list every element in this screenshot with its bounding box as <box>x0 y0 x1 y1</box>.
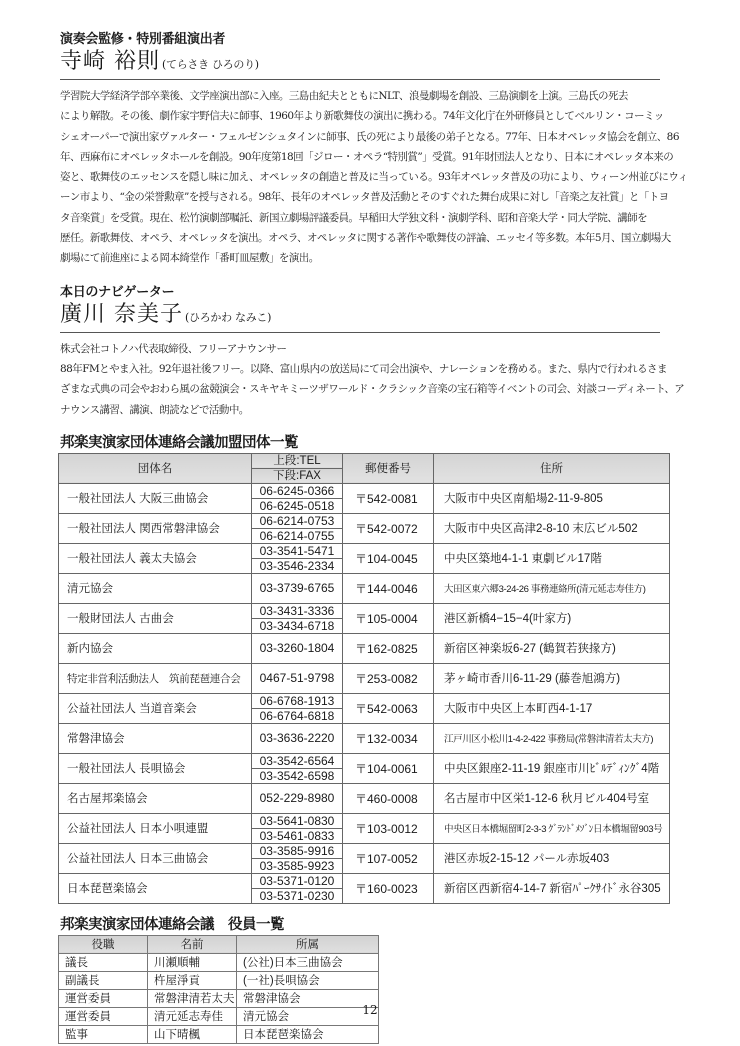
header-affiliation: 所属 <box>237 935 379 953</box>
officer-position: 議長 <box>59 953 148 971</box>
officer-affiliation: (一社)長唄協会 <box>237 971 379 989</box>
member-row <box>59 663 670 693</box>
member-row <box>59 543 670 558</box>
profile-terasaki <box>60 32 688 269</box>
member-address: 名古屋市中区栄1-12-6 秋月ビル404号室 <box>434 783 670 813</box>
member-zip: 〒542-0081 <box>343 483 434 513</box>
member-row <box>59 753 670 768</box>
member-address: 港区赤坂2-15-12 パール赤坂403 <box>434 843 670 873</box>
profile-role: 演奏会監修・特別番組演出者 <box>60 32 226 47</box>
profile-name-line <box>60 49 660 75</box>
officer-position: 運営委員 <box>59 1007 148 1025</box>
page-content <box>60 32 688 1044</box>
officers-table-title: 邦楽実演家団体連絡会議 役員一覧 <box>60 916 284 933</box>
member-org: 名古屋邦楽協会 <box>59 783 252 813</box>
officer-affiliation: 常磐津協会 <box>237 989 379 1007</box>
member-tel: 03-3431-3336 <box>252 603 343 618</box>
member-org: 公益社団法人 日本三曲協会 <box>59 843 252 873</box>
member-phone: 03-3260-1804 <box>252 633 343 663</box>
member-tel: 06-6214-0753 <box>252 513 343 528</box>
profile-name: 廣川 奈美子 <box>60 301 183 327</box>
member-address: 新宿区神楽坂6-27 (鶴賀若狭掾方) <box>434 633 670 663</box>
member-org: 常磐津協会 <box>59 723 252 753</box>
member-tel: 06-6245-0366 <box>252 483 343 498</box>
header-org: 団体名 <box>59 453 252 483</box>
member-row <box>59 813 670 828</box>
member-address: 大田区東六郷3-24-26 事務連絡所(清元延志寿佳方) <box>434 573 670 603</box>
officer-affiliation: (公社)日本三曲協会 <box>237 953 379 971</box>
profile-hirokawa <box>60 284 685 420</box>
profile-role: 本日のナビゲーター <box>60 284 175 300</box>
officer-row <box>59 971 379 989</box>
member-row <box>59 873 670 888</box>
member-fax: 03-5371-0230 <box>252 888 343 903</box>
member-row <box>59 633 670 663</box>
member-org: 一般財団法人 古曲会 <box>59 603 252 633</box>
page-number: 12 <box>362 1003 378 1017</box>
member-phone: 03-3636-2220 <box>252 723 343 753</box>
member-address: 中央区銀座2-11-19 銀座市川ﾋﾞﾙﾃﾞｨﾝｸﾞ4階 <box>434 753 670 783</box>
member-phone: 03-3739-6765 <box>252 573 343 603</box>
member-address: 中央区築地4-1-1 東劇ビル17階 <box>434 543 670 573</box>
officer-row <box>59 953 379 971</box>
member-tel: 03-3541-5471 <box>252 543 343 558</box>
member-org: 特定非営利活動法人 筑前琵琶連合会 <box>59 663 252 693</box>
member-org: 公益社団法人 当道音楽会 <box>59 693 252 723</box>
officer-name: 清元延志寿佳 <box>148 1007 237 1025</box>
member-zip: 〒460-0008 <box>343 783 434 813</box>
bio-line: 歴任。新歌舞伎、オペラ、オペレッタを演出。オペラ、オペレッタに関する著作や歌舞伎の評論、エッセイ等多数。本年5月、国立劇場大 <box>60 232 671 245</box>
header-fax: 下段:FAX <box>252 468 343 483</box>
member-address: 茅ヶ崎市香川6-11-29 (藤巻旭鴻方) <box>434 663 670 693</box>
officer-row <box>59 1025 379 1043</box>
member-org: 公益社団法人 日本小唄連盟 <box>59 813 252 843</box>
member-row <box>59 603 670 618</box>
profile-reading: (ひろかわ なみこ) <box>185 310 272 324</box>
member-zip: 〒105-0004 <box>343 603 434 633</box>
header-tel: 上段:TEL <box>252 453 343 468</box>
member-fax: 03-3546-2334 <box>252 558 343 573</box>
member-zip: 〒104-0061 <box>343 753 434 783</box>
member-zip: 〒107-0052 <box>343 843 434 873</box>
bio-line: ナウンス講習、講演、朗読などで活動中。 <box>60 403 249 416</box>
bio-line: 株式会社コトノハ代表取締役、フリーアナウンサー <box>60 342 287 355</box>
member-row <box>59 723 670 753</box>
bio-line: 劇場にて前進座による岡本綺堂作「番町皿屋敷」を演出。 <box>60 252 319 265</box>
header-position: 役職 <box>59 935 148 953</box>
officer-affiliation: 清元協会 <box>237 1007 379 1025</box>
header-address: 住所 <box>434 453 670 483</box>
member-fax: 03-5461-0833 <box>252 828 343 843</box>
officer-name: 杵屋淨貢 <box>148 971 237 989</box>
member-address: 大阪市中央区高津2-8-10 末広ビル502 <box>434 513 670 543</box>
member-zip: 〒253-0082 <box>343 663 434 693</box>
member-address: 中央区日本橋堀留町2-3-3 ｸﾞﾗﾝﾄﾞﾒｿﾞﾝ日本橋堀留903号 <box>434 813 670 843</box>
member-tel: 06-6768-1913 <box>252 693 343 708</box>
member-tel: 03-5371-0120 <box>252 873 343 888</box>
profile-reading: (てらさき ひろのり) <box>162 58 259 71</box>
header-name: 名前 <box>148 935 237 953</box>
officers-table <box>58 935 379 1044</box>
members-header-row <box>59 453 670 468</box>
officer-name: 常磐津清若太夫 <box>148 989 237 1007</box>
member-org: 清元協会 <box>59 573 252 603</box>
member-zip: 〒542-0063 <box>343 693 434 723</box>
profile-bio <box>60 339 685 420</box>
members-table <box>58 453 670 904</box>
member-row <box>59 693 670 708</box>
member-fax: 06-6214-0755 <box>252 528 343 543</box>
officers-header-row <box>59 935 379 953</box>
member-org: 一般社団法人 長唄協会 <box>59 753 252 783</box>
member-org: 一般社団法人 大阪三曲協会 <box>59 483 252 513</box>
members-table-title: 邦楽実演家団体連絡会議加盟団体一覧 <box>60 434 298 451</box>
member-row <box>59 513 670 528</box>
member-zip: 〒144-0046 <box>343 573 434 603</box>
member-zip: 〒162-0825 <box>343 633 434 663</box>
member-zip: 〒160-0023 <box>343 873 434 903</box>
bio-line: シェオーパーで演出家ヴァルター・フェルゼンシュタインに師事、氏の死により最後の弟子となる。77年、日本オペレッタ協会を創立、86 <box>60 130 679 143</box>
member-zip: 〒132-0034 <box>343 723 434 753</box>
officer-name: 川瀬順輔 <box>148 953 237 971</box>
member-zip: 〒104-0045 <box>343 543 434 573</box>
member-zip: 〒103-0012 <box>343 813 434 843</box>
member-address: 港区新橋4−15−4(叶家方) <box>434 603 670 633</box>
bio-line: 年、西麻布にオペレッタホールを創設。90年度第18回「ジロー・オペラ“特別賞”」受賞。91年財団法人となり、日本にオペレッタ本来の <box>60 150 674 163</box>
divider <box>60 79 660 80</box>
member-address: 大阪市中央区上本町西4-1-17 <box>434 693 670 723</box>
bio-line: 88年FMとやま入社。92年退社後フリー。以降、富山県内の放送局にて司会出演や、ナレーションを務める。また、県内で行われるさま <box>60 362 667 375</box>
member-address: 新宿区西新宿4-14-7 新宿ﾊﾟｰｸｻｲﾄﾞ永谷305 <box>434 873 670 903</box>
member-tel: 03-3585-9916 <box>252 843 343 858</box>
members-section <box>60 434 663 904</box>
member-fax: 06-6764-6818 <box>252 708 343 723</box>
member-row <box>59 483 670 498</box>
member-fax: 03-3585-9923 <box>252 858 343 873</box>
profile-bio <box>60 86 688 269</box>
member-row <box>59 843 670 858</box>
bio-line: タ音楽賞」を受賞。現在、松竹演劇部嘱託、新国立劇場評議委員。早稲田大学独文科・演劇学科、昭和音楽大学・同大学院、講師を <box>60 211 648 224</box>
bio-line: により解散。その後、劇作家宇野信夫に師事、1960年より新歌舞伎の演出に携わる。74年文化庁在外研修員としてベルリン・コーミッ <box>60 110 664 123</box>
member-row <box>59 573 670 603</box>
member-fax: 06-6245-0518 <box>252 498 343 513</box>
officer-position: 副議長 <box>59 971 148 989</box>
profile-name-line <box>60 302 660 328</box>
officer-position: 監事 <box>59 1025 148 1043</box>
officer-name: 山下晴楓 <box>148 1025 237 1043</box>
divider <box>60 332 660 333</box>
bio-line: 学習院大学経済学部卒業後、文学座演出部に入座。三島由紀夫とともにNLT、浪曼劇場を創設、三島演劇を上演。三島氏の死去 <box>60 90 628 102</box>
bio-line: 姿と、歌舞伎のエッセンスを隠し味に加え、オペレッタの創造と普及に当っている。93年オペレッタ普及の功により、ウィーン州並びにウィ <box>60 171 688 184</box>
member-row <box>59 783 670 813</box>
member-fax: 03-3542-6598 <box>252 768 343 783</box>
member-org: 新内協会 <box>59 633 252 663</box>
member-tel: 03-3542-6564 <box>252 753 343 768</box>
member-tel: 03-5641-0830 <box>252 813 343 828</box>
officer-affiliation: 日本琵琶楽協会 <box>237 1025 379 1043</box>
officer-position: 運営委員 <box>59 989 148 1007</box>
bio-line: ざまな式典の司会やおわら風の盆競演会・スキヤキミーツザワールド・クラシック音楽の宝石箱等イベントの司会、対談コーディネート、ア <box>60 383 685 396</box>
member-org: 日本琵琶楽協会 <box>59 873 252 903</box>
member-org: 一般社団法人 義太夫協会 <box>59 543 252 573</box>
member-org: 一般社団法人 関西常磐津協会 <box>59 513 252 543</box>
member-phone: 052-229-8980 <box>252 783 343 813</box>
member-fax: 03-3434-6718 <box>252 618 343 633</box>
member-zip: 〒542-0072 <box>343 513 434 543</box>
bio-line: ーン市より、“金の栄誉勲章”を授与される。98年、長年のオペレッタ普及活動とそのすぐれた舞台成果に対し「音楽之友社賞」と「トヨ <box>60 191 669 204</box>
member-address: 江戸川区小松川1-4-2-422 事務局(常磐津清若太夫方) <box>434 723 670 753</box>
member-address: 大阪市中央区南船場2-11-9-805 <box>434 483 670 513</box>
member-phone: 0467-51-9798 <box>252 663 343 693</box>
profile-name: 寺崎 裕則 <box>60 49 160 74</box>
officers-section <box>60 916 660 1044</box>
header-zip: 郵便番号 <box>343 453 434 483</box>
